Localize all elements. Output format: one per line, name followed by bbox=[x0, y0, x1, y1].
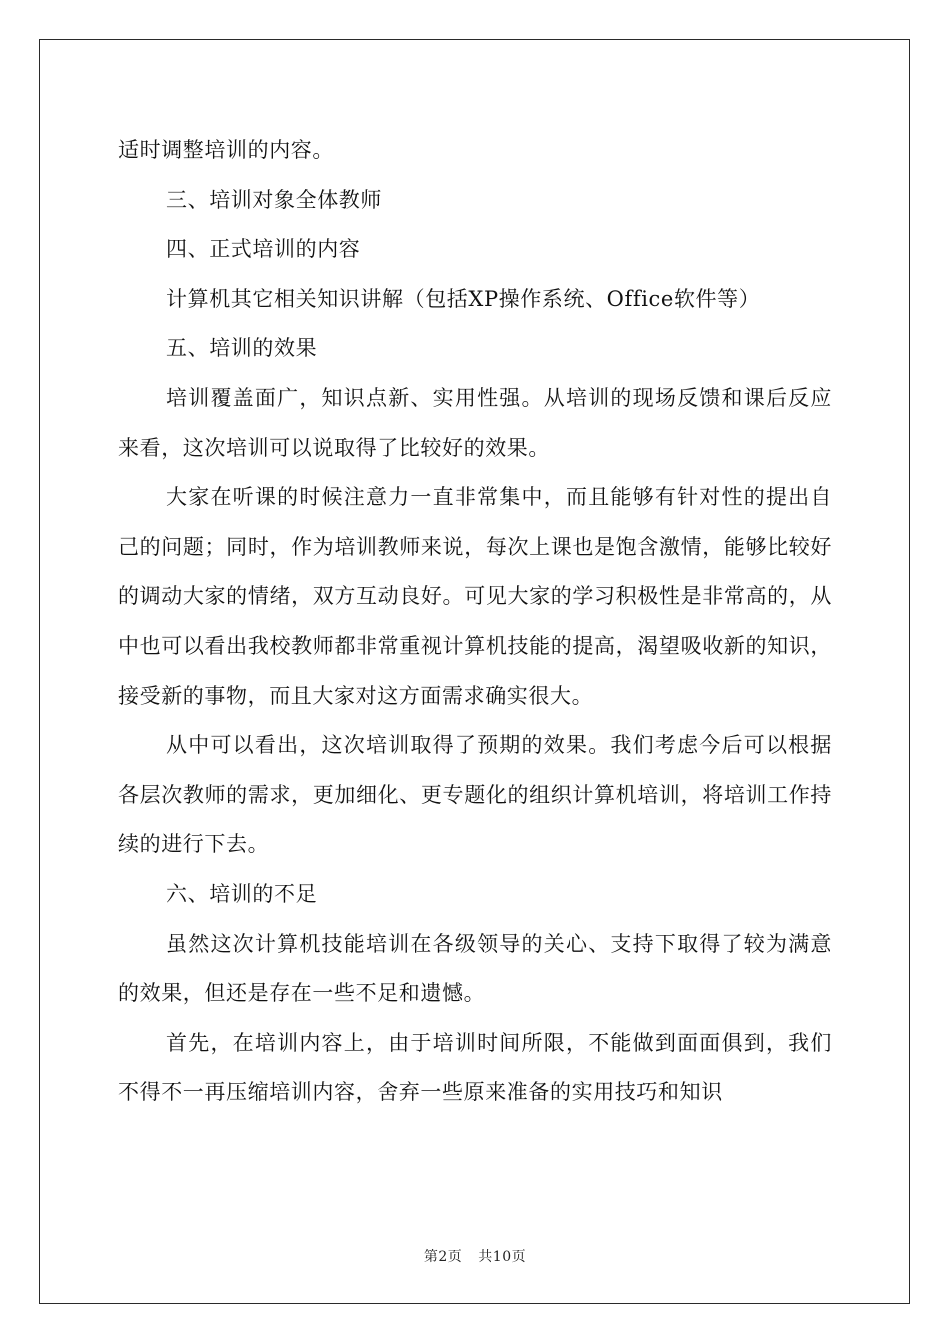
page-footer bbox=[0, 1246, 950, 1266]
section-heading-6: 六、培训的不足 bbox=[166, 881, 318, 906]
page-total: 共10页 bbox=[478, 1249, 527, 1265]
paragraph-class-atmosphere: 大家在听课的时候注意力一直非常集中，而且能够有针对性的提出自己的问题；同时，作为培训教师来说，每次上课也是饱含激情，能够比较好的调动大家的情绪，双方互动良好。可见大家的学习积极性是非常高的，从中也可以看出我校教师都非常重视计算机技能的提高，渴望吸收新的知识，接受新的事物，而且大家对这方面需求确实很大。 bbox=[118, 485, 832, 708]
section-heading-5: 五、培训的效果 bbox=[166, 336, 318, 361]
paragraph-expected-effect: 从中可以看出，这次培训取得了预期的效果。我们考虑今后可以根据各层次教师的需求，更加细化、更专题化的组织计算机培训，将培训工作持续的进行下去。 bbox=[118, 733, 832, 857]
section-heading-3: 三、培训对象全体教师 bbox=[166, 187, 382, 212]
paragraph-shortcomings-intro: 虽然这次计算机技能培训在各级领导的关心、支持下取得了较为满意的效果，但还是存在一些不足和遗憾。 bbox=[118, 931, 832, 1006]
paragraph-first-shortcoming: 首先，在培训内容上，由于培训时间所限，不能做到面面俱到，我们不得不一再压缩培训内容，舍弃一些原来准备的实用技巧和知识 bbox=[118, 1030, 832, 1105]
paragraph-training-content: 计算机其它相关知识讲解（包括XP操作系统、Office软件等） bbox=[166, 286, 761, 311]
paragraph-effect-summary: 培训覆盖面广，知识点新、实用性强。从培训的现场反馈和课后反应来看，这次培训可以说取得了比较好的效果。 bbox=[118, 385, 832, 460]
section-heading-4: 四、正式培训的内容 bbox=[166, 237, 361, 262]
page-number: 第2页 bbox=[423, 1249, 463, 1265]
document-body bbox=[118, 126, 832, 1118]
paragraph-continuation: 适时调整培训的内容。 bbox=[118, 138, 334, 162]
